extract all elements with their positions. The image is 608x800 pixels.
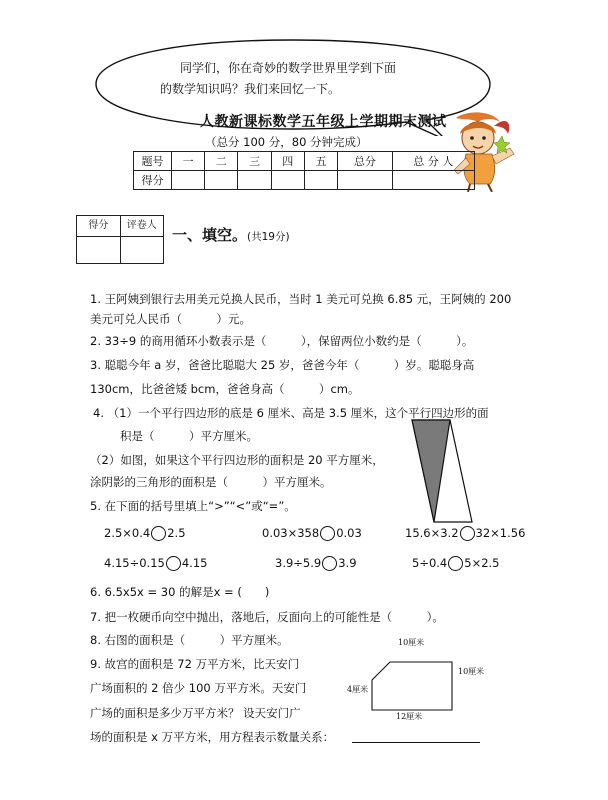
comparison-item <box>275 556 357 571</box>
score-row-label: 得分 <box>134 171 172 190</box>
pentagon-figure <box>368 650 468 714</box>
score-header-cell: 二 <box>205 152 238 171</box>
comparison-right: 3.9 <box>338 556 357 570</box>
score-header-cell: 一 <box>172 152 205 171</box>
question-7: 7. 把一枚硬币向空中抛出，落地后，反面向上的可能性是（ ）。 <box>90 610 444 624</box>
question-4-line-1: 4. （1）一个平行四边形的底是 6 厘米、高是 3.5 厘米，这个平行四边形的面 <box>93 406 489 420</box>
score-input-cell[interactable] <box>338 171 392 190</box>
score-input-cell[interactable] <box>172 171 205 190</box>
score-header-cell: 三 <box>238 152 271 171</box>
comparison-right: 4.15 <box>181 556 208 570</box>
comparison-item <box>104 556 207 571</box>
question-1-line-2: 美元可兑人民币（ ）元。 <box>90 312 251 326</box>
comparison-left: 4.15÷0.15 <box>104 556 165 570</box>
question-3-line-1: 3. 聪聪今年 a 岁，爸爸比聪聪大 25 岁，爸爸今年（ ）岁。聪聪身高 <box>90 358 475 372</box>
comparison-right: 5×2.5 <box>464 556 500 570</box>
comparison-item <box>262 526 362 541</box>
grader-reviewer-cell[interactable] <box>120 237 164 264</box>
grader-score-cell[interactable] <box>77 237 121 264</box>
figure-label-top: 10厘米 <box>398 638 425 647</box>
comparison-left: 2.5×0.4 <box>104 526 151 540</box>
grader-reviewer-label: 评卷人 <box>120 216 164 237</box>
answer-circle[interactable] <box>322 556 337 571</box>
comparison-right: 0.03 <box>336 526 362 540</box>
section-1-heading-wrap <box>172 224 290 245</box>
comparison-item <box>405 526 525 541</box>
question-9-line-2: 广场面积的 2 倍少 100 万平方米。天安门 <box>90 681 307 695</box>
score-input-cell[interactable] <box>392 171 474 190</box>
question-9-line-4: 场的面积是 x 万平方米，用方程表示数量关系： <box>90 730 335 744</box>
comparison-right: 32×1.56 <box>475 526 526 540</box>
comparison-item <box>104 526 186 541</box>
score-input-cell[interactable] <box>238 171 271 190</box>
question-3-line-2: 130cm，比爸爸矮 bcm，爸爸身高（ ）cm。 <box>90 382 360 396</box>
question-6: 6. 6.5x5x = 30 的解是x = ( ) <box>90 585 270 599</box>
score-table-value-row <box>134 171 475 190</box>
exam-title: 人教新课标数学五年级上学期期末测试 <box>200 114 447 130</box>
score-table <box>133 151 475 190</box>
comparison-right: 2.5 <box>167 526 186 540</box>
grader-score-label: 得分 <box>77 216 121 237</box>
question-4-line-4: 涂阴影的三角形的面积是（ ）平方厘米。 <box>90 475 332 489</box>
score-table-header-row <box>134 152 475 171</box>
figure-label-left: 4厘米 <box>347 685 369 694</box>
score-input-cell[interactable] <box>304 171 337 190</box>
score-header-cell: 总分 <box>338 152 392 171</box>
question-9-line-3: 广场的面积是多少万平方米？ 设天安门广 <box>90 706 301 720</box>
comparison-left: 15.6×3.2 <box>405 526 459 540</box>
comparison-left: 5÷0.4 <box>412 556 448 570</box>
answer-circle[interactable] <box>448 556 463 571</box>
question-2: 2. 33÷9 的商用循环小数表示是（ ），保留两位小数约是（ ）。 <box>90 334 474 348</box>
figure-label-bottom: 12厘米 <box>396 712 423 721</box>
score-header-cell: 四 <box>271 152 304 171</box>
score-input-cell[interactable] <box>205 171 238 190</box>
figure-label-right: 10厘米 <box>458 667 485 676</box>
section-1-note: (共19分) <box>247 231 290 243</box>
answer-circle[interactable] <box>320 526 335 541</box>
score-header-cell: 五 <box>304 152 337 171</box>
comparison-left: 3.9÷5.9 <box>275 556 322 570</box>
bubble-line-1: 同学们，你在奇妙的数学世界里学到下面 <box>180 61 397 75</box>
answer-circle[interactable] <box>151 526 166 541</box>
comparison-left: 0.03×358 <box>262 526 320 540</box>
exam-subtitle: （总分 100 分，80 分钟完成） <box>205 135 368 149</box>
score-input-cell[interactable] <box>271 171 304 190</box>
question-4-line-3: （2）如图，如果这个平行四边形的面积是 20 平方厘米， <box>90 453 384 467</box>
question-1-line-1: 1. 王阿姨到银行去用美元兑换人民币，当时 1 美元可兑换 6.85 元，王阿姨的 200 <box>90 292 512 306</box>
comparison-item <box>412 556 500 571</box>
answer-underline[interactable] <box>352 742 480 743</box>
question-8: 8. 右图的面积是（ ）平方厘米。 <box>90 633 289 647</box>
question-5: 5. 在下面的括号里填上“>”“<”或“=”。 <box>90 499 296 513</box>
question-4-line-2: 积是（ ）平方厘米。 <box>120 429 258 443</box>
question-9-line-1: 9. 故宫的面积是 72 万平方米，比天安门 <box>90 657 300 671</box>
parallelogram-figure <box>410 418 474 524</box>
score-header-cell: 总 分 人 <box>392 152 474 171</box>
section-1-heading: 一、填空。 <box>172 226 248 244</box>
bubble-line-2: 的数学知识吗？我们来回忆一下。 <box>160 82 341 96</box>
answer-circle[interactable] <box>166 556 181 571</box>
score-header-cell: 题号 <box>134 152 172 171</box>
grader-box <box>76 215 164 264</box>
answer-circle[interactable] <box>460 526 475 541</box>
